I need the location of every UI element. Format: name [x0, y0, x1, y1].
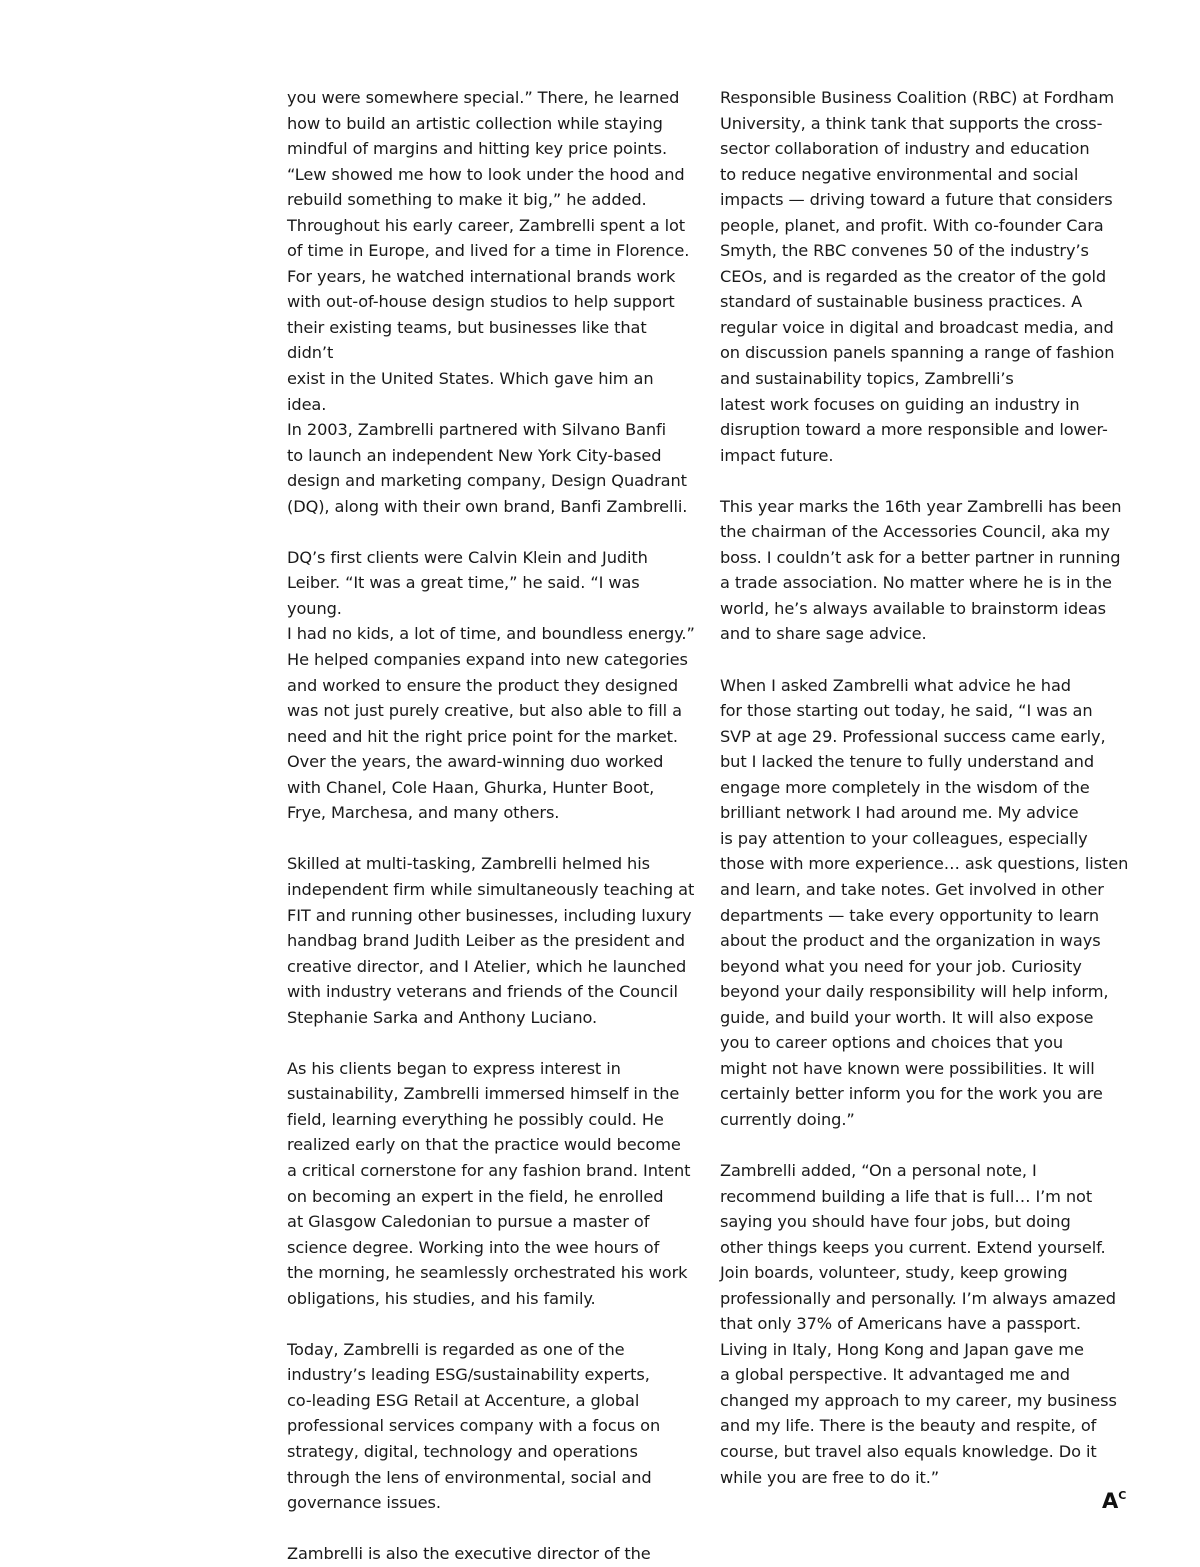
accessories-council-logo	[1102, 1491, 1124, 1512]
logo-letter-a: A	[1102, 1489, 1118, 1513]
right-column	[720, 85, 1130, 1490]
body-paragraph: When I asked Zambrelli what advice he had for those starting out today, he said, “I was an SVP at age 29. Professional success came early, but I lacked the tenure to fully understand and engage more completely in the wisdom of the brilliant network I had around me. My advice is pay attention to your colleagues, especially those with more experience… ask questions, listen and learn, and take notes. Get involved in other departments — take every opportunity to learn about the product and the organization in ways beyond what you need for your job. Curiosity beyond your daily responsibility will help inform, guide, and build your worth. It will also expose you to career options and choices that you might not have known were possibilities. It will certainly better inform you for the work you are currently doing.”	[720, 675, 1129, 1129]
body-paragraph: Skilled at multi-tasking, Zambrelli helmed his independent firm while simultaneously teaching at FIT and running other businesses, including luxury handbag brand Judith Leiber as the president and creative director, and I Atelier, which he launched with industry veterans and friends of the Council Stephanie Sarka and Anthony Luciano.	[287, 854, 695, 1027]
body-paragraph: Today, Zambrelli is regarded as one of the industry’s leading ESG/sustainability experts, co-leading ESG Retail at Accenture, a global professional services company with a focus on strategy, digital, technology and operations through the lens of environmental, social and governance issues.	[287, 1339, 661, 1513]
body-paragraph: Zambrelli added, “On a personal note, I recommend building a life that is full… I’m not saying you should have four jobs, but doing other things keeps you current. Extend yourself. Join boards, volunteer, study, keep growing professionally and personally. I’m always amazed that only 37% of Americans have a passport. Living in Italy, Hong Kong and Japan gave me a global perspective. It advantaged me and changed my approach to my career, my business and my life. There is the beauty and respite, of course, but travel also equals knowledge. Do it while you are free to do it.”	[720, 1160, 1117, 1487]
body-paragraph: Responsible Business Coalition (RBC) at Fordham University, a think tank that supports the cross- sector collaboration of industry and education to reduce negative environmental and social impacts — driving toward a future that considers people, planet, and profit. With co-founder Cara Smyth, the RBC convenes 50 of the industry’s CEOs, and is regarded as the creator of the gold standard of sustainable business practices. A regular voice in digital and broadcast media, and on discussion panels spanning a range of fashion and sustainability topics, Zambrelli’s latest work focuses on guiding an industry in disruption toward a more responsible and lower- impact future.	[720, 88, 1115, 465]
body-paragraph: Zambrelli is also the executive director of the	[287, 1544, 651, 1564]
body-paragraph: you were somewhere special.” There, he learned how to build an artistic collection while staying mindful of margins and hitting key price points. “Lew showed me how to look under the hood and rebuild something to make it big,” he added. Throughout his early career, Zambrelli spent a lot of time in Europe, and lived for a time in Florence. For years, he watched international brands work with out-of-house design studios to help support their existing teams, but businesses like that didn’t exist in the United States. Which gave him an idea. In 2003, Zambrelli partnered with Silvano Banfi to launch an independent New York City-based design and marketing company, Design Quadrant (DQ), along with their own brand, Banfi Zambrelli.	[287, 88, 690, 516]
left-column	[287, 85, 697, 1567]
body-paragraph: This year marks the 16th year Zambrelli has been the chairman of the Accessories Council, aka my boss. I couldn’t ask for a better partner in running a trade association. No matter where he is in the world, he’s always available to brainstorm ideas and to share sage advice.	[720, 496, 1122, 644]
body-paragraph: As his clients began to express interest in sustainability, Zambrelli immersed himself in the field, learning everything he possibly could. He realized early on that the practice would become a critical cornerstone for any fashion brand. Intent on becoming an expert in the field, he enrolled at Glasgow Caledonian to pursue a master of science degree. Working into the wee hours of the morning, he seamlessly orchestrated his work obligations, his studies, and his family.	[287, 1058, 691, 1308]
body-paragraph: DQ’s first clients were Calvin Klein and Judith Leiber. “It was a great time,” he said. “I was young. I had no kids, a lot of time, and boundless energy.” He helped companies expand into new categories and worked to ensure the product they designed was not just purely creative, but also able to fill a need and hit the right price point for the market. Over the years, the award-winning duo worked with Chanel, Cole Haan, Ghurka, Hunter Boot, Frye, Marchesa, and many others.	[287, 547, 695, 823]
logo-letter-c: C	[1118, 1489, 1126, 1502]
